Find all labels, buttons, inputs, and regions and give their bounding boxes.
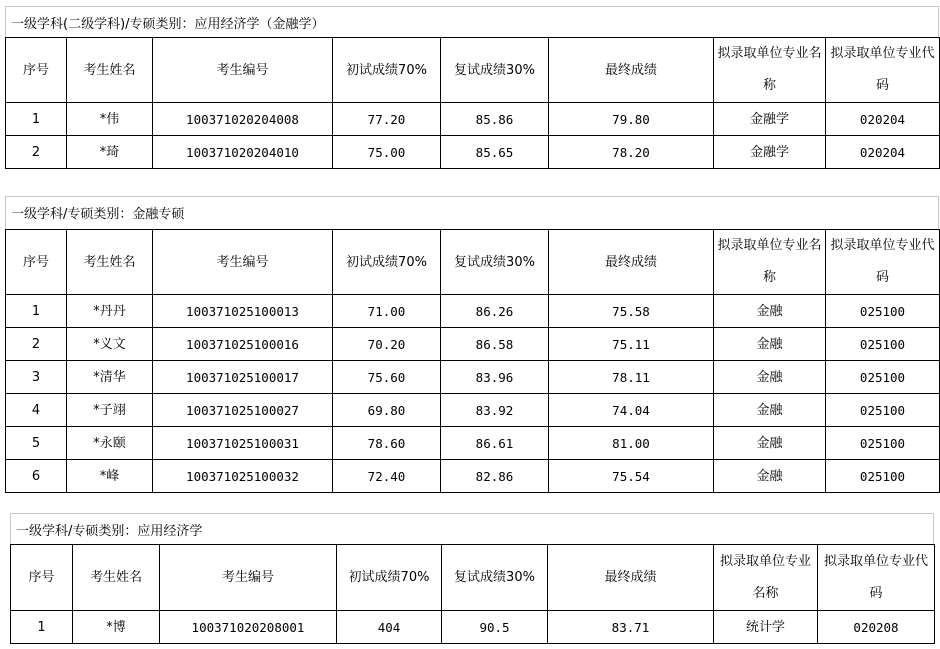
cell-final: 78.11 [549, 361, 714, 394]
cell-index: 5 [6, 427, 67, 460]
cell-name: *博 [73, 611, 160, 644]
header-cell: 复试成绩30% [441, 230, 549, 295]
header-cell: 序号 [11, 545, 73, 611]
header-cell: 初试成绩70% [333, 230, 441, 295]
header-cell: 考生编号 [153, 230, 333, 295]
cell-initial: 75.00 [333, 136, 441, 169]
cell-code: 025100 [826, 328, 940, 361]
header-cell: 复试成绩30% [441, 38, 549, 103]
cell-id: 100371020204010 [153, 136, 333, 169]
cell-major: 金融 [714, 427, 826, 460]
header-cell: 序号 [6, 38, 67, 103]
cell-code: 025100 [826, 361, 940, 394]
cell-major: 金融 [714, 460, 826, 493]
cell-id: 100371025100013 [153, 295, 333, 328]
cell-code: 020204 [826, 136, 940, 169]
table-row [6, 103, 940, 136]
cell-index: 2 [6, 136, 67, 169]
cell-id: 100371020204008 [153, 103, 333, 136]
cell-final: 75.58 [549, 295, 714, 328]
cell-index: 1 [11, 611, 73, 644]
cell-final: 78.20 [549, 136, 714, 169]
header-cell: 拟录取单位专业名称 [714, 545, 818, 611]
cell-final: 81.00 [549, 427, 714, 460]
cell-retest: 83.96 [441, 361, 549, 394]
cell-name: *永颐 [67, 427, 153, 460]
cell-name: *义文 [67, 328, 153, 361]
table-row [6, 136, 940, 169]
cell-major: 金融学 [714, 136, 826, 169]
header-cell: 拟录取单位专业代码 [818, 545, 935, 611]
section-1-table [5, 37, 940, 169]
cell-code: 020204 [826, 103, 940, 136]
table-row [6, 295, 940, 328]
cell-name: *峰 [67, 460, 153, 493]
cell-index: 3 [6, 361, 67, 394]
table-row [6, 460, 940, 493]
cell-initial: 71.00 [333, 295, 441, 328]
cell-final: 74.04 [549, 394, 714, 427]
cell-major: 金融学 [714, 103, 826, 136]
cell-id: 100371025100032 [153, 460, 333, 493]
header-cell: 序号 [6, 230, 67, 295]
section-2-caption: 一级学科/专硕类别：金融专硕 [11, 207, 185, 222]
cell-initial: 78.60 [333, 427, 441, 460]
table-row [6, 427, 940, 460]
cell-name: *丹丹 [67, 295, 153, 328]
cell-initial: 75.60 [333, 361, 441, 394]
header-cell: 考生编号 [153, 38, 333, 103]
cell-name: *子翊 [67, 394, 153, 427]
cell-id: 100371025100017 [153, 361, 333, 394]
header-cell: 最终成绩 [548, 545, 714, 611]
table-header-row [6, 38, 940, 103]
cell-final: 79.80 [549, 103, 714, 136]
cell-initial: 70.20 [333, 328, 441, 361]
cell-name: *伟 [67, 103, 153, 136]
cell-major: 金融 [714, 295, 826, 328]
header-cell: 复试成绩30% [442, 545, 548, 611]
cell-retest: 90.5 [442, 611, 548, 644]
table-row [11, 611, 935, 644]
header-cell: 初试成绩70% [333, 38, 441, 103]
cell-index: 4 [6, 394, 67, 427]
header-cell: 考生姓名 [67, 230, 153, 295]
section-3 [10, 513, 934, 645]
section-1-caption: 一级学科(二级学科)/专硕类别：应用经济学（金融学） [11, 17, 325, 32]
cell-retest: 86.58 [441, 328, 549, 361]
cell-index: 1 [6, 295, 67, 328]
header-cell: 拟录取单位专业名称 [714, 230, 826, 295]
cell-major: 金融 [714, 328, 826, 361]
cell-major: 金融 [714, 361, 826, 394]
section-1 [5, 6, 939, 169]
cell-retest: 86.26 [441, 295, 549, 328]
cell-retest: 83.92 [441, 394, 549, 427]
header-cell: 拟录取单位专业名称 [714, 38, 826, 103]
section-3-caption: 一级学科/专硕类别：应用经济学 [16, 524, 203, 539]
section-2 [5, 196, 939, 492]
cell-major: 金融 [714, 394, 826, 427]
cell-code: 020208 [818, 611, 935, 644]
cell-final: 75.54 [549, 460, 714, 493]
section-2-table [5, 229, 940, 493]
header-cell: 拟录取单位专业代码 [826, 38, 940, 103]
cell-retest: 85.86 [441, 103, 549, 136]
table-row [6, 394, 940, 427]
cell-id: 100371025100027 [153, 394, 333, 427]
cell-code: 025100 [826, 427, 940, 460]
cell-code: 025100 [826, 295, 940, 328]
cell-final: 75.11 [549, 328, 714, 361]
cell-code: 025100 [826, 394, 940, 427]
table-row [6, 328, 940, 361]
cell-id: 100371020208001 [160, 611, 337, 644]
cell-id: 100371025100031 [153, 427, 333, 460]
cell-initial: 69.80 [333, 394, 441, 427]
table-header-row [6, 230, 940, 295]
cell-index: 1 [6, 103, 67, 136]
cell-name: *清华 [67, 361, 153, 394]
cell-final: 83.71 [548, 611, 714, 644]
cell-index: 2 [6, 328, 67, 361]
header-cell: 最终成绩 [549, 230, 714, 295]
cell-initial: 72.40 [333, 460, 441, 493]
cell-name: *琦 [67, 136, 153, 169]
cell-major: 统计学 [714, 611, 818, 644]
header-cell: 拟录取单位专业代码 [826, 230, 940, 295]
cell-initial: 404 [337, 611, 442, 644]
header-cell: 最终成绩 [549, 38, 714, 103]
header-cell: 考生姓名 [67, 38, 153, 103]
cell-index: 6 [6, 460, 67, 493]
cell-initial: 77.20 [333, 103, 441, 136]
cell-code: 025100 [826, 460, 940, 493]
header-cell: 考生编号 [160, 545, 337, 611]
cell-retest: 85.65 [441, 136, 549, 169]
table-row [6, 361, 940, 394]
cell-retest: 82.86 [441, 460, 549, 493]
header-cell: 初试成绩70% [337, 545, 442, 611]
section-3-table [10, 544, 935, 644]
header-cell: 考生姓名 [73, 545, 160, 611]
cell-retest: 86.61 [441, 427, 549, 460]
table-header-row [11, 545, 935, 611]
cell-id: 100371025100016 [153, 328, 333, 361]
